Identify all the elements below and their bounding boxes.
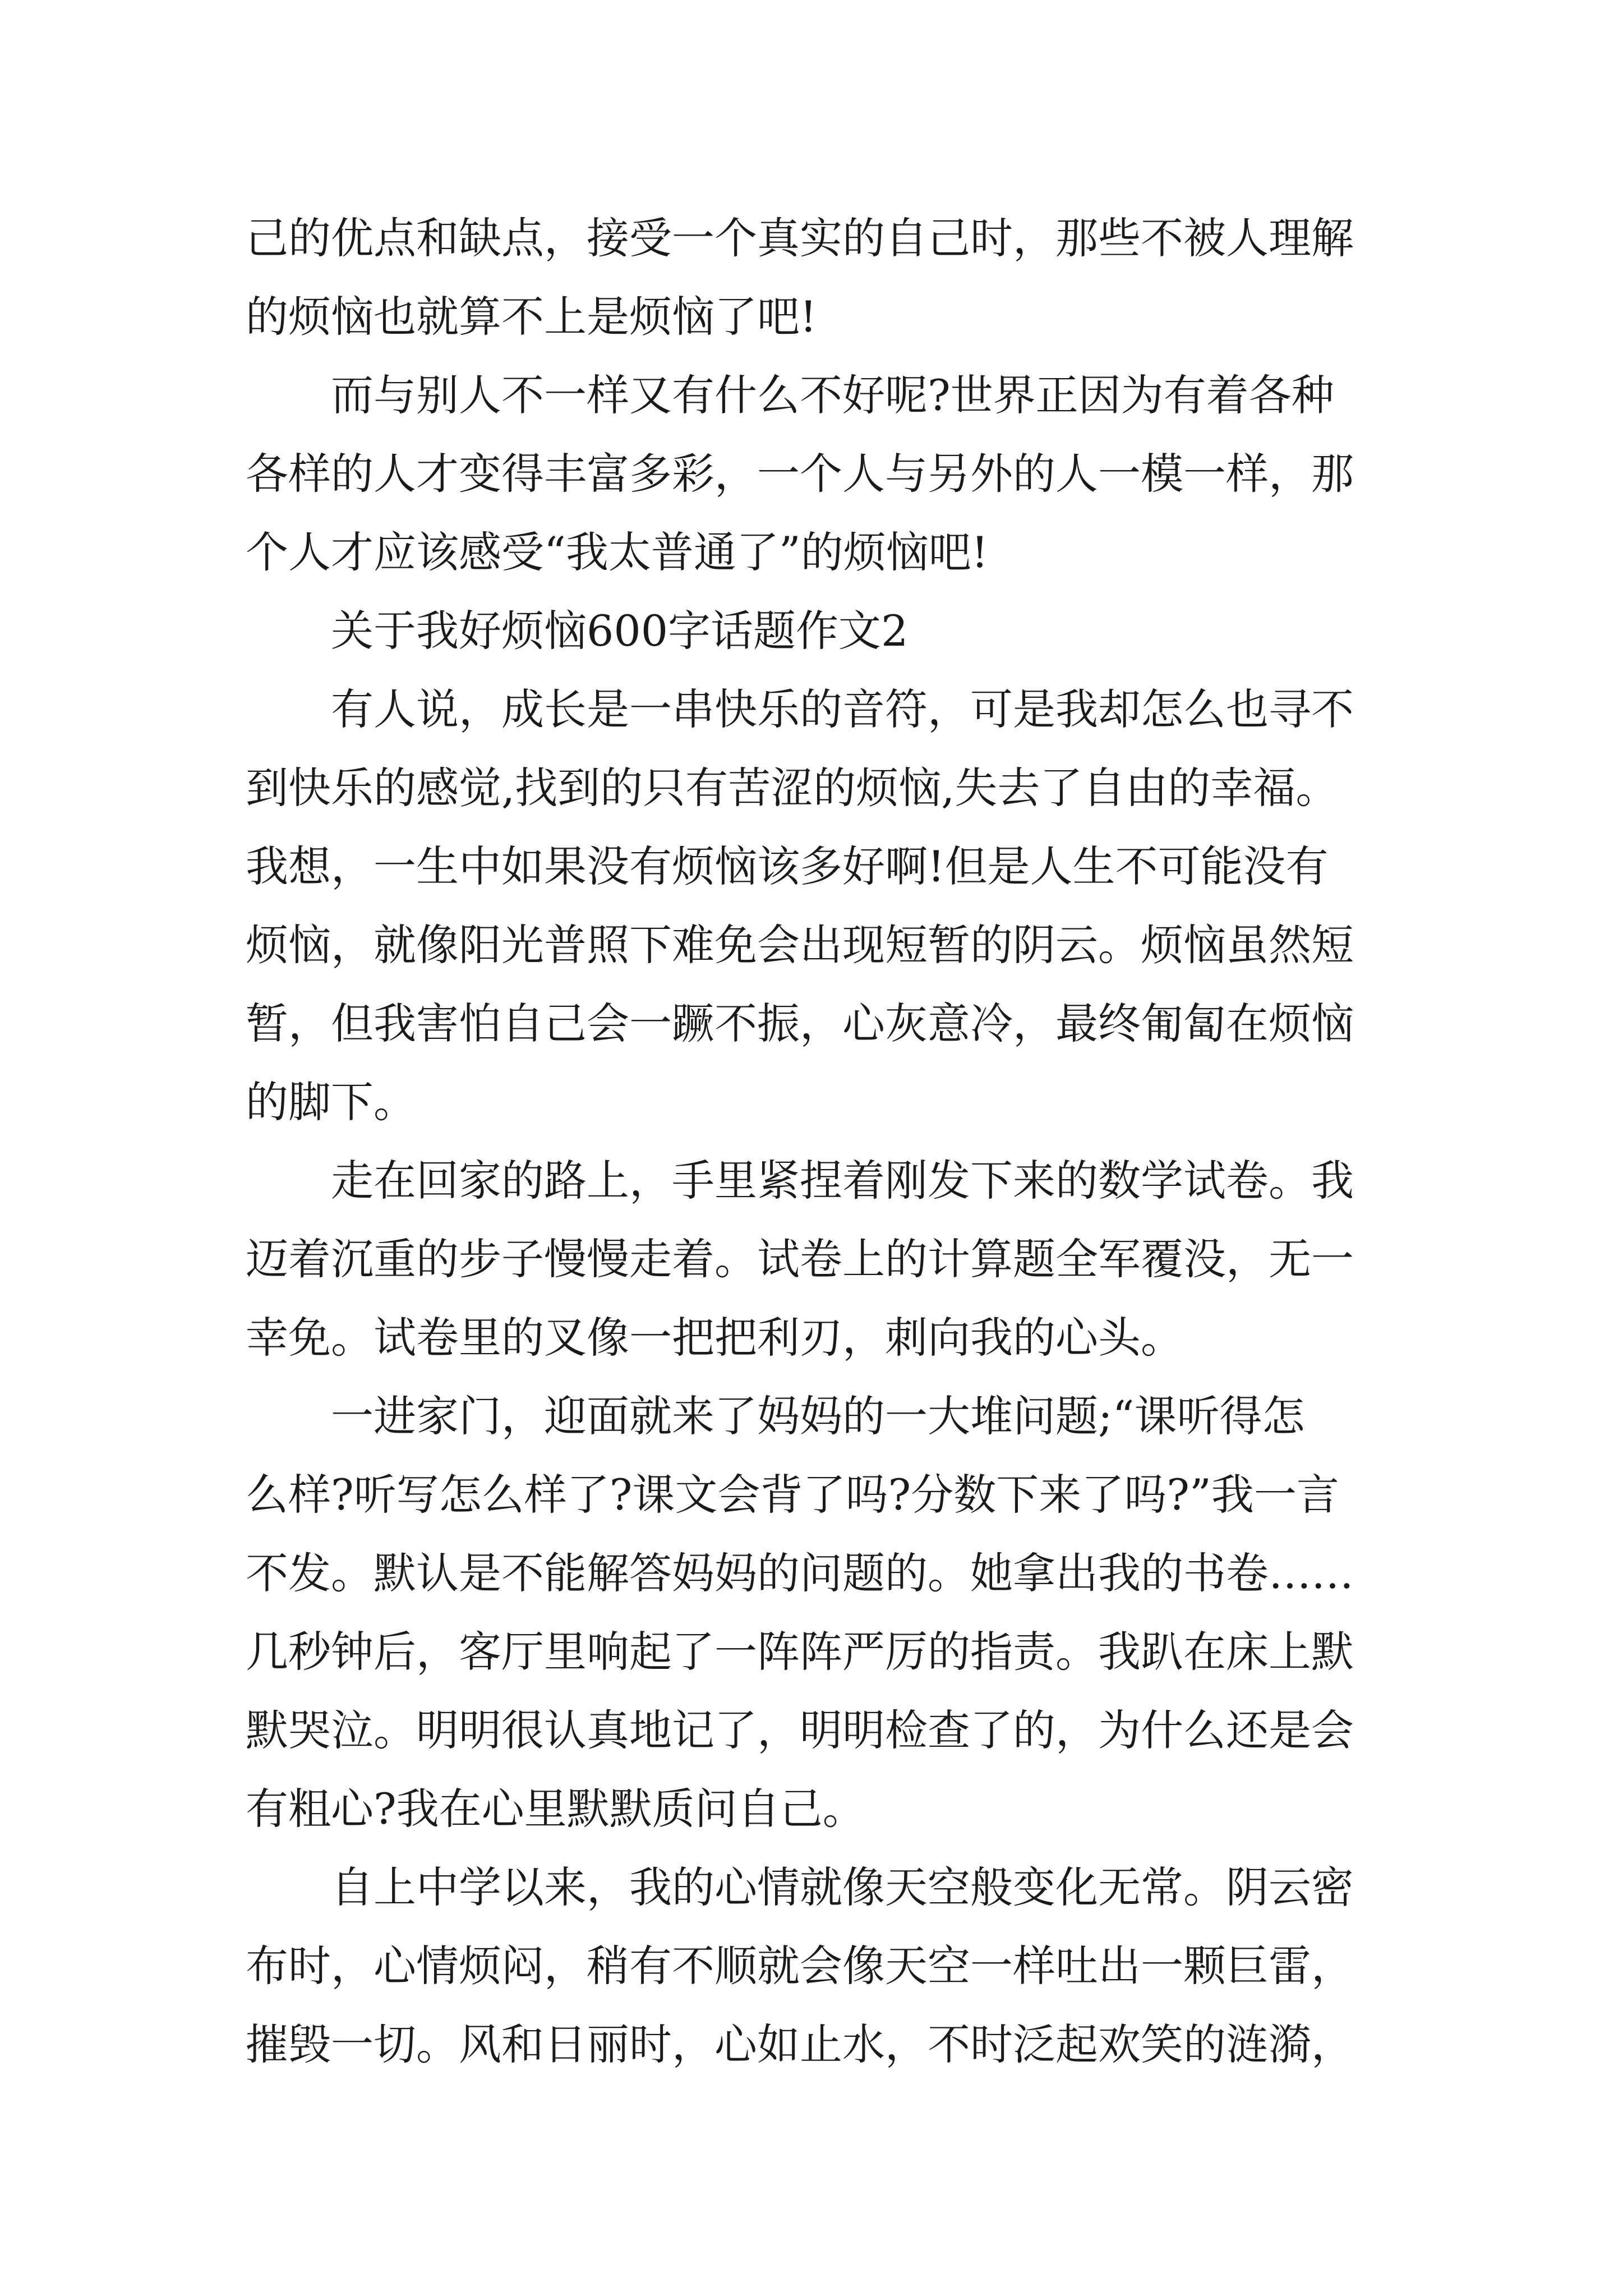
text-line: 布时，心情烦闷，稍有不顺就会像天空一样吐出一颗巨雷， (246, 1941, 1354, 1991)
text-line: 几秒钟后，客厅里响起了一阵阵严厉的指责。我趴在床上默 (246, 1627, 1354, 1677)
text-line: 个人才应该感受“我太普通了”的烦恼吧! (246, 527, 989, 577)
text-line: 摧毁一切。风和日丽时，心如止水，不时泛起欢笑的涟漪， (246, 2019, 1354, 2069)
essay-title: 关于我好烦恼600字话题作文2 (331, 606, 909, 656)
text-line: 幸免。试卷里的叉像一把把利刃，刺向我的心头。 (246, 1313, 1183, 1363)
text-line: 我想，一生中如果没有烦恼该多好啊!但是人生不可能没有 (246, 841, 1329, 891)
text-line: 的烦恼也就算不上是烦恼了吧! (246, 292, 817, 342)
essay-body (246, 199, 1384, 2084)
text-line: 走在回家的路上，手里紧捏着刚发下来的数学试卷。我 (331, 1156, 1354, 1205)
text-line: 迈着沉重的步子慢慢走着。试卷上的计算题全军覆没，无一 (246, 1234, 1354, 1284)
text-line: 暂，但我害怕自己会一蹶不振，心灰意冷，最终匍匐在烦恼 (246, 999, 1354, 1048)
text-line: 不发。默认是不能解答妈妈的问题的。她拿出我的书卷…… (246, 1548, 1354, 1598)
text-line: 的脚下。 (246, 1077, 416, 1127)
text-line: 到快乐的感觉,找到的只有苦涩的烦恼,失去了自由的幸福。 (246, 763, 1339, 813)
text-line: 么样?听写怎么样了?课文会背了吗?分数下来了吗?”我一言 (246, 1470, 1339, 1520)
text-line: 而与别人不一样又有什么不好呢?世界正因为有着各种 (331, 370, 1334, 420)
text-line: 各样的人才变得丰富多彩，一个人与另外的人一模一样，那 (246, 449, 1354, 499)
text-line: 有人说，成长是一串快乐的音符，可是我却怎么也寻不 (331, 684, 1354, 734)
text-line: 有粗心?我在心里默默质问自己。 (246, 1784, 865, 1834)
text-line: 自上中学以来，我的心情就像天空般变化无常。阴云密 (331, 1862, 1354, 1912)
text-line: 烦恼，就像阳光普照下难免会出现短暂的阴云。烦恼虽然短 (246, 920, 1354, 970)
text-line: 己的优点和缺点，接受一个真实的自己时，那些不被人理解 (246, 213, 1354, 263)
text-line: 默哭泣。明明很认真地记了，明明检查了的，为什么还是会 (246, 1705, 1354, 1755)
text-line: 一进家门，迎面就来了妈妈的一大堆问题;“课听得怎 (331, 1391, 1305, 1441)
